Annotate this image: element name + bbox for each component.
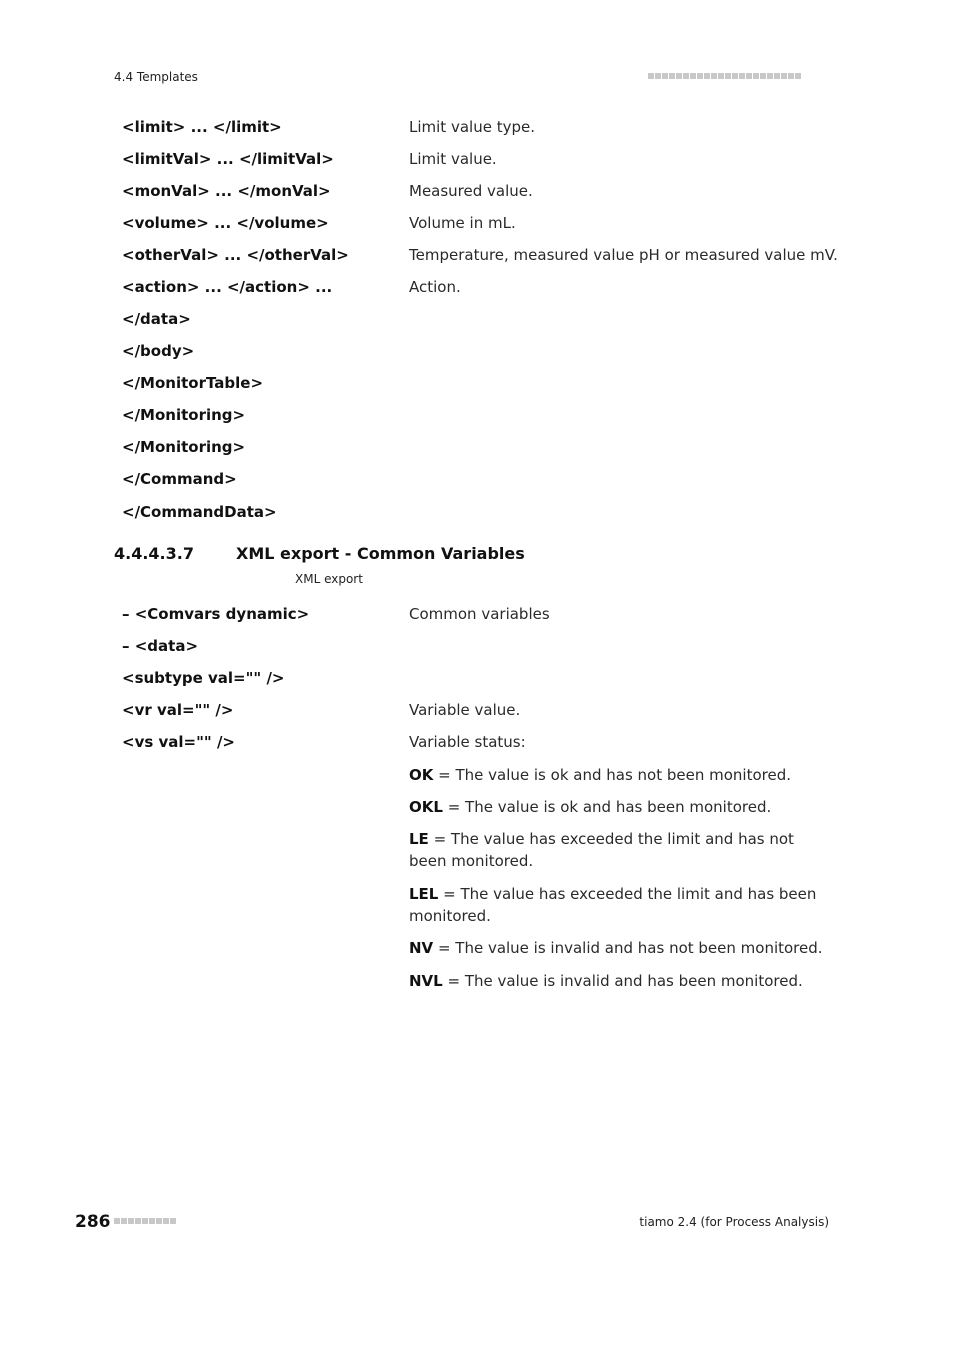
table-row xyxy=(0,503,954,527)
xml-tag: <limit> ... </limit> xyxy=(122,118,282,136)
status-text: = The value is ok and has not been monitored. xyxy=(433,766,792,784)
status-item xyxy=(409,883,829,927)
status-code: NV xyxy=(409,939,434,957)
xml-tag: – <data> xyxy=(122,637,199,655)
table-row xyxy=(0,669,954,693)
xml-tag: <limitVal> ... </limitVal> xyxy=(122,150,334,168)
table-row xyxy=(0,438,954,462)
margin-note: XML export xyxy=(295,572,363,586)
xml-tag: <subtype val="" /> xyxy=(122,669,285,687)
status-text: = The value is invalid and has not been monitored. xyxy=(433,939,823,957)
status-code: NVL xyxy=(409,972,443,990)
xml-tag: <monVal> ... </monVal> xyxy=(122,182,331,200)
status-code: OK xyxy=(409,766,434,784)
status-text: = The value has exceeded the limit and has not been monitored. xyxy=(409,830,794,870)
xml-tag: <volume> ... </volume> xyxy=(122,214,329,232)
status-code: LEL xyxy=(409,885,439,903)
xml-tag: </data> xyxy=(122,310,191,328)
status-code: LE xyxy=(409,830,429,848)
tag-description: Limit value type. xyxy=(409,118,535,136)
xml-tag: </Monitoring> xyxy=(122,438,246,456)
status-item xyxy=(409,970,829,992)
xml-tag: <vs val="" /> xyxy=(122,733,236,751)
table-row xyxy=(0,182,954,206)
section-title: XML export - Common Variables xyxy=(236,544,525,563)
status-text: = The value is invalid and has been monitored. xyxy=(442,972,803,990)
table-row xyxy=(0,374,954,398)
status-item xyxy=(409,764,829,786)
xml-tag: <action> ... </action> ... xyxy=(122,278,333,296)
table-row xyxy=(0,342,954,366)
xml-tag: </CommandData> xyxy=(122,503,277,521)
footer-decoration-dots xyxy=(114,1218,176,1224)
table-row xyxy=(0,150,954,174)
tag-description: Volume in mL. xyxy=(409,214,516,232)
table-row xyxy=(0,214,954,238)
table-row xyxy=(0,118,954,142)
tag-description: Measured value. xyxy=(409,182,533,200)
tag-description: Variable status: xyxy=(409,733,526,751)
xml-tag: </Command> xyxy=(122,470,237,488)
tag-description: Limit value. xyxy=(409,150,497,168)
footer-product-name: tiamo 2.4 (for Process Analysis) xyxy=(639,1215,829,1229)
section-number: 4.4.4.3.7 xyxy=(114,544,194,563)
xml-tag: </Monitoring> xyxy=(122,406,246,424)
status-item xyxy=(409,796,829,818)
tag-description: Common variables xyxy=(409,605,550,623)
table-row xyxy=(0,733,954,757)
running-header-section: 4.4 Templates xyxy=(114,70,198,84)
xml-tag: <otherVal> ... </otherVal> xyxy=(122,246,349,264)
status-item xyxy=(409,937,829,959)
table-row xyxy=(0,637,954,661)
tag-description: Action. xyxy=(409,278,461,296)
page-number: 286 xyxy=(75,1212,111,1232)
tag-description: Variable value. xyxy=(409,701,521,719)
table-row xyxy=(0,605,954,629)
xml-tag: – <Comvars dynamic> xyxy=(122,605,310,623)
tag-description: Temperature, measured value pH or measured value mV. xyxy=(409,246,838,264)
status-item xyxy=(409,828,829,872)
table-row xyxy=(0,470,954,494)
header-decoration-dots xyxy=(648,73,801,79)
table-row xyxy=(0,246,954,270)
table-row xyxy=(0,406,954,430)
table-row xyxy=(0,278,954,302)
xml-tag: <vr val="" /> xyxy=(122,701,234,719)
xml-tag: </MonitorTable> xyxy=(122,374,264,392)
table-row xyxy=(0,701,954,725)
table-row xyxy=(0,310,954,334)
status-text: = The value has exceeded the limit and has been monitored. xyxy=(409,885,817,925)
xml-tag: </body> xyxy=(122,342,195,360)
status-code: OKL xyxy=(409,798,443,816)
status-text: = The value is ok and has been monitored. xyxy=(442,798,772,816)
